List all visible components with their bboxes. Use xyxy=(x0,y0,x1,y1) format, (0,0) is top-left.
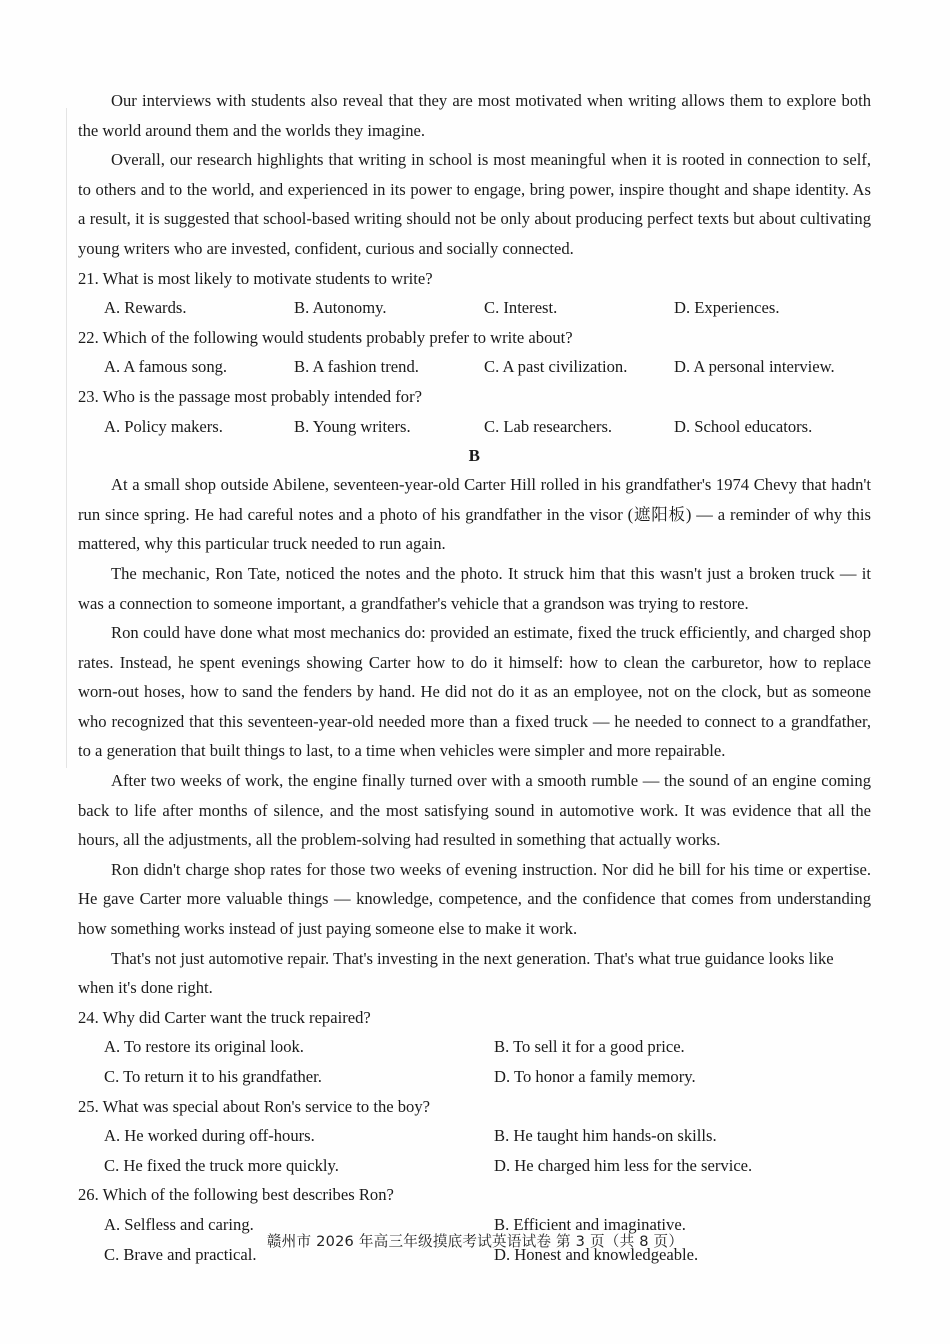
question-23-number: 23. xyxy=(78,386,99,406)
option-c[interactable]: C. Lab researchers. xyxy=(484,416,613,436)
option-c[interactable]: C. A past civilization. xyxy=(484,357,628,377)
option-d[interactable]: D. He charged him less for the service. xyxy=(494,1155,753,1175)
question-23-options xyxy=(78,412,871,442)
question-26 xyxy=(78,1180,871,1269)
option-b[interactable]: B. To sell it for a good price. xyxy=(494,1037,685,1057)
question-22-options xyxy=(78,352,871,382)
scan-guide-line xyxy=(66,108,67,768)
question-26-number: 26. xyxy=(78,1185,99,1205)
question-25-text: What was special about Ron's service to the boy? xyxy=(102,1096,431,1116)
question-21-number: 21. xyxy=(78,268,99,288)
option-d[interactable]: D. School educators. xyxy=(674,416,813,436)
page-footer xyxy=(0,1231,950,1253)
option-b[interactable]: B. A fashion trend. xyxy=(294,357,419,377)
option-d[interactable]: D. A personal interview. xyxy=(674,357,835,377)
question-21 xyxy=(78,264,871,323)
page-content xyxy=(78,86,871,1269)
question-21-stem xyxy=(78,264,871,294)
question-24-number: 24. xyxy=(78,1007,99,1027)
option-d[interactable]: D. Experiences. xyxy=(674,298,780,318)
option-b[interactable]: B. He taught him hands-on skills. xyxy=(494,1126,717,1146)
option-b[interactable]: B. Efficient and imaginative. xyxy=(494,1214,686,1234)
passage-b-letter: B xyxy=(468,446,481,466)
option-a[interactable]: A. To restore its original look. xyxy=(104,1037,304,1057)
option-a[interactable]: A. He worked during off-hours. xyxy=(104,1126,315,1146)
option-a[interactable]: A. Selfless and caring. xyxy=(104,1214,254,1234)
question-22 xyxy=(78,323,871,382)
option-a[interactable]: A. Rewards. xyxy=(104,298,187,318)
option-c[interactable]: C. To return it to his grandfather. xyxy=(104,1067,322,1086)
question-25-options-row2 xyxy=(78,1151,871,1181)
question-22-stem xyxy=(78,323,871,353)
question-24-options-row2 xyxy=(78,1062,871,1092)
question-22-text: Which of the following would students probably prefer to write about? xyxy=(102,327,573,347)
passage-b-paragraph: Ron could have done what most mechanics do: provided an estimate, fixed the truck efficiently, and charged shop rates. Instead, he spent evenings showing Carter how to do it himself: how to clean the carburetor, how to replace worn-out hoses, how to sand the fenders by hand. He did not do it as an employee, not on the clock, but as someone who recognized that this seventeen-year-old needed more than a fixed truck — he needed to connect to a grandfather, to a generation that built things to last, to a time when vehicles were simpler and more repairable. xyxy=(78,623,871,761)
passage-b-paragraph: Ron didn't charge shop rates for those two weeks of evening instruction. Nor did he bill for his time or expertise. He gave Carter more valuable things — knowledge, competence, and the confidence that comes from understanding how something works instead of just paying someone else to make it work. xyxy=(78,859,871,939)
question-23-stem xyxy=(78,382,871,412)
option-a[interactable]: A. Policy makers. xyxy=(104,416,223,436)
question-26-stem xyxy=(78,1180,871,1210)
option-c[interactable]: C. He fixed the truck more quickly. xyxy=(104,1155,339,1175)
option-c[interactable]: C. Brave and practical. xyxy=(104,1244,257,1264)
footer-text: 赣州市 2026 年高三年级摸底考试英语试卷 第 3 页（共 8 页） xyxy=(266,1233,684,1250)
option-d[interactable]: D. To honor a family memory. xyxy=(494,1067,696,1086)
question-25 xyxy=(78,1092,871,1181)
passage-b-paragraph: The mechanic, Ron Tate, noticed the notes and the photo. It struck him that this wasn't just a broken truck — it was a connection to someone important, a grandfather's vehicle that a grandson was trying to restore. xyxy=(78,563,871,613)
question-26-text: Which of the following best describes Ron? xyxy=(102,1185,394,1205)
question-24-text: Why did Carter want the truck repaired? xyxy=(102,1007,371,1027)
question-25-stem xyxy=(78,1092,871,1122)
option-a[interactable]: A. A famous song. xyxy=(104,357,228,377)
question-24 xyxy=(78,1003,871,1092)
question-25-options-row1 xyxy=(78,1121,871,1151)
option-c[interactable]: C. Interest. xyxy=(484,298,558,318)
question-23 xyxy=(78,382,871,441)
question-23-text: Who is the passage most probably intended for? xyxy=(102,386,422,406)
question-21-options xyxy=(78,293,871,323)
option-b[interactable]: B. Young writers. xyxy=(294,416,411,436)
question-24-stem xyxy=(78,1003,871,1033)
passage-b-paragraph: That's not just automotive repair. That's investing in the next generation. That's what true guidance looks like when it's done right. xyxy=(78,948,834,998)
question-25-number: 25. xyxy=(78,1096,99,1116)
option-b[interactable]: B. Autonomy. xyxy=(294,298,387,318)
question-21-text: What is most likely to motivate students to write? xyxy=(102,268,433,288)
passage-b-paragraph: At a small shop outside Abilene, seventeen-year-old Carter Hill rolled in his grandfather's 1974 Chevy that hadn't run since spring. He had careful notes and a photo of his grandfather in the visor (遮阳板) — a reminder of why this mattered, why this particular truck needed to run again. xyxy=(78,475,871,554)
passage-b-paragraph: After two weeks of work, the engine finally turned over with a smooth rumble — the sound of an engine coming back to life after months of silence, and the most satisfying sound in automotive work. It was evidence that all the hours, all the adjustments, all the problem-solving had resulted in something that actually works. xyxy=(78,771,871,850)
option-d[interactable]: D. Honest and knowledgeable. xyxy=(494,1244,699,1264)
passage-a-paragraph: Overall, our research highlights that writing in school is most meaningful when it is rooted in connection to self, to others and to the world, and experienced in its power to engage, bring power, inspire thought and shape identity. As a result, it is suggested that school-based writing should not be only about producing perfect texts but about cultivating young writers who are invested, confident, curious and socially connected. xyxy=(78,150,871,258)
passage-a-paragraph: Our interviews with students also reveal that they are most motivated when writing allows them to explore both the world around them and the worlds they imagine. xyxy=(78,91,871,140)
question-24-options-row1 xyxy=(78,1032,871,1062)
question-22-number: 22. xyxy=(78,327,99,347)
